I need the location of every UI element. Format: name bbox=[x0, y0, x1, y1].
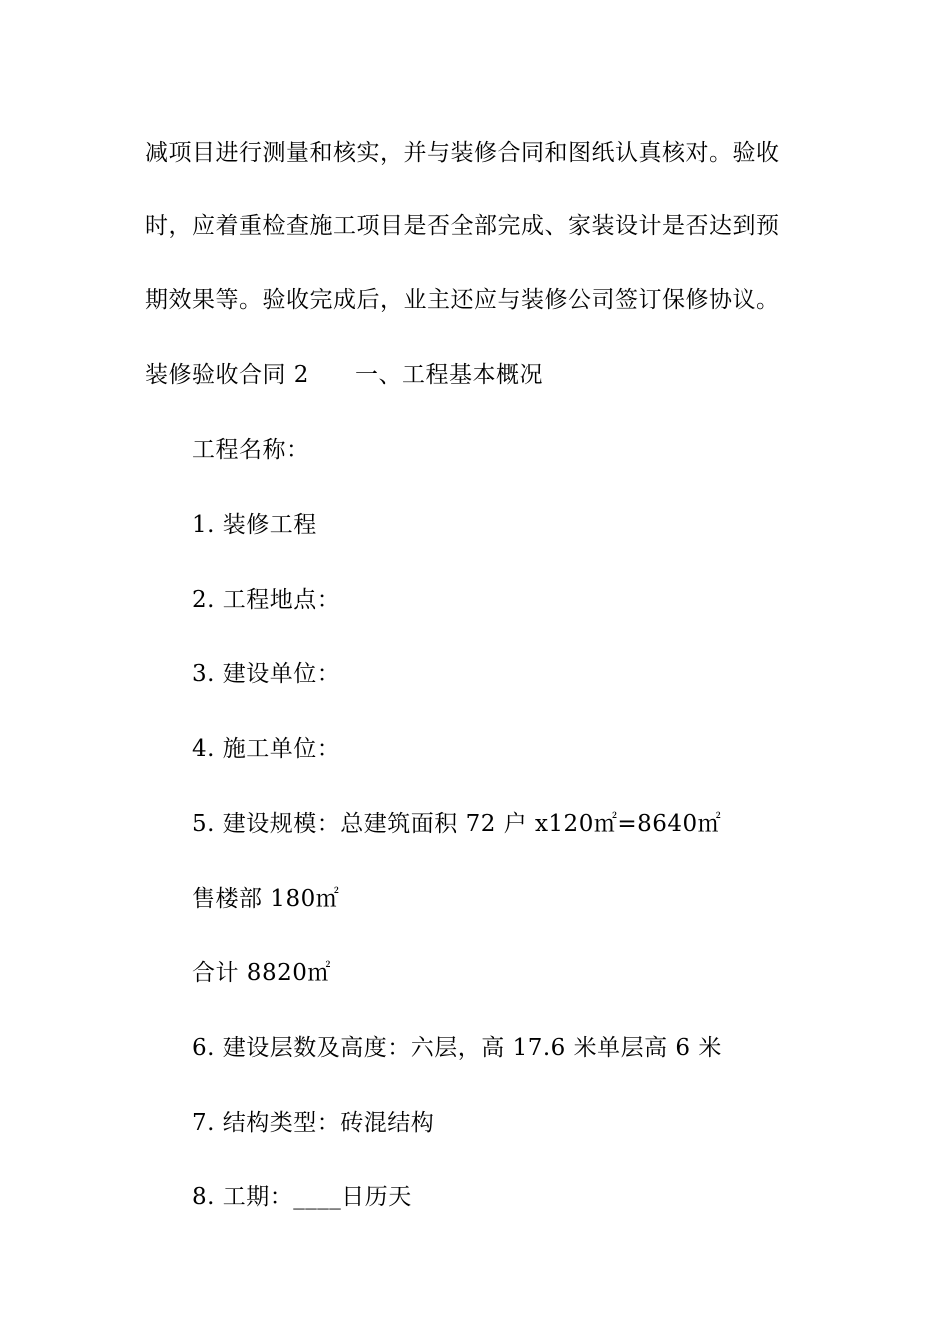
list-item: 6. 建设层数及高度：六层，高 17.6 米单层高 6 米 bbox=[192, 1035, 722, 1061]
list-item: 5. 建设规模：总建筑面积 72 户 x120㎡=8640㎡ bbox=[192, 811, 722, 837]
list-item: 3. 建设单位： bbox=[192, 661, 341, 687]
section-title: 装修验收合同 2 bbox=[145, 362, 309, 388]
list-item: 2. 工程地点： bbox=[192, 587, 341, 613]
list-item: 7. 结构类型：砖混结构 bbox=[192, 1110, 435, 1136]
list-item: 合计 8820㎡ bbox=[192, 960, 331, 986]
paragraph-line: 减项目进行测量和核实，并与装修合同和图纸认真核对。验收 bbox=[145, 140, 780, 166]
list-item: 售楼部 180㎡ bbox=[192, 886, 340, 912]
list-item: 1. 装修工程 bbox=[192, 512, 317, 538]
list-item: 8. 工期：____日历天 bbox=[192, 1184, 412, 1210]
list-item: 工程名称： bbox=[192, 437, 310, 463]
list-item: 4. 施工单位： bbox=[192, 736, 341, 762]
paragraph-line: 期效果等。验收完成后，业主还应与装修公司签订保修协议。 bbox=[145, 287, 780, 313]
section-heading bbox=[145, 360, 543, 390]
paragraph-line: 时，应着重检查施工项目是否全部完成、家装设计是否达到预 bbox=[145, 213, 780, 239]
section-subtitle: 一、工程基本概况 bbox=[354, 362, 543, 388]
